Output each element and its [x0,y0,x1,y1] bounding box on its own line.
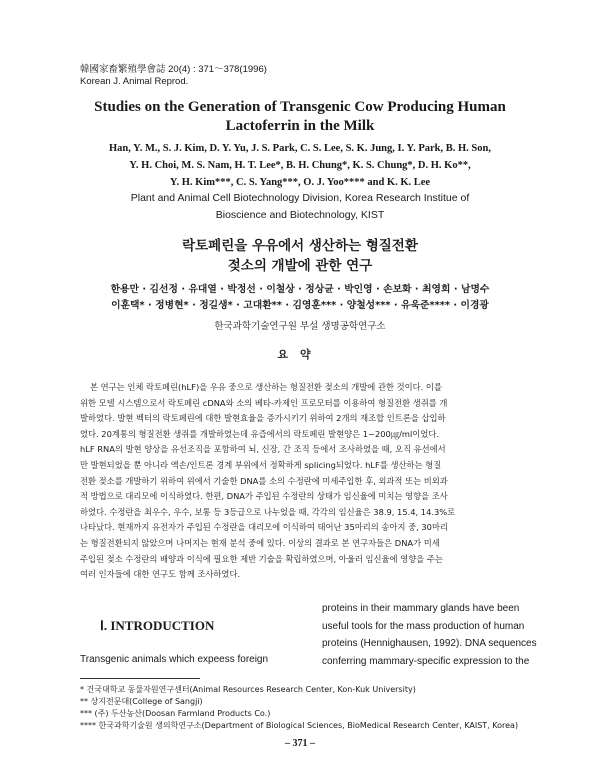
author-list [60,140,540,191]
abstract-line: hLF RNA의 발현 양상을 유선조직을 포함하여 뇌, 신장, 간 조직 등에서 조사하였을 때, 오직 유선에서 [80,444,446,455]
author-line-2: Y. H. Choi, M. S. Nam, H. T. Lee*, B. H. Chung*, K. S. Chung*, D. H. Ko**, [129,160,471,171]
abstract-line: 하였다. 수정란을 최우수, 우수, 보통 등 3등급으로 나누었을 때, 각각의 임신율은 38.9, 15.4, 14.3%로 [80,506,456,517]
korean-affiliation: 한국과학기술연구원 부설 생명공학연구소 [214,321,386,332]
abstract-line: 나타났다. 현재까지 유전자가 주입된 수정란을 대리모에 이식하여 태어난 35마리의 송아지 중, 30마리 [80,522,448,533]
abstract-line: 위한 모델 시스템으로서 락토페린 cDNA와 소의 베타-카제인 프로모터를 이용하여 형질전환 생쥐를 개 [80,397,448,408]
paper-title [60,98,540,136]
paper-title-line-2: Lactoferrin in the Milk [225,118,375,134]
journal-line-korean: 韓國家畜繁殖學會誌 20(4) : 371～378(1996) [80,64,267,75]
abstract-line: 여러 인자들에 대한 연구도 함께 조사하였다. [80,569,241,580]
footnote-item: **** 한국과학기술원 생의학연구소(Department of Biological Sciences, BioMedical Research Center, KAIST, Korea) [80,721,519,730]
affiliation-line-2: Bioscience and Biotechnology, KIST [215,209,385,221]
journal-citation [80,64,267,88]
abstract-body [80,380,522,583]
introduction-right-line: useful tools for the mass production of human [322,620,525,632]
author-line-3: Y. H. Kim***, C. S. Yang***, O. J. Yoo**** and K. K. Lee [169,177,431,188]
abstract-line: 적 방법으로 대리모에 이식하였다. 한편, DNA가 주입된 수정란의 상태가 임신율에 미치는 영향을 조사 [80,491,448,502]
abstract-line: 발하였다. 발현 벡터의 락토페린에 대한 발현효율을 증가시키기 위하여 2개의 재조합 인트론을 삽입하 [80,413,446,424]
introduction-right-line: conferring mammary-specific expression to the [322,655,530,667]
footnote-item: *** (주) 두산농산(Doosan Farmland Products Co.) [80,709,271,718]
footnote-item: ** 상지전문대(College of Sangji) [80,697,203,706]
footnotes [80,684,518,732]
abstract-line: 전환 젖소를 개발하기 위하여 위에서 기술한 DNA를 소의 수정란에 미세주입한 후, 외과적 또는 비외과 [80,475,448,486]
abstract-line: 만 발현되었을 뿐 아니라 엑손/인트론 경계 부위에서 정확하게 splicing되었다. hLF를 생산하는 형질 [80,459,442,470]
abstract-line: 였다. 20계통의 형질전환 생쥐를 개발하였는데 유즙에서의 락토페린 발현양은 1~200㎍/ml이었다. [80,428,439,439]
abstract-line: 는 형질전환되지 않았으며 나머지는 현재 분석 중에 있다. 이상의 결과로 본 연구자들은 DNA가 미세 [80,537,440,548]
korean-author-list [60,282,540,314]
abstract-line: 본 연구는 인체 락토페린(hLF)을 우유 중으로 생산하는 형질전환 젖소의 개발에 관한 것이다. 이를 [90,382,442,392]
korean-title-line-1: 락토페린을 우유에서 생산하는 형질전환 [182,238,418,254]
korean-author-line-2: 이훈택* · 정병현* · 정길생* · 고대환** · 김영훈*** · 양철성*** · 유욱준**** · 이경광 [111,300,489,311]
journal-line-english: Korean J. Animal Reprod. [80,76,189,87]
abstract-line: 주입된 젖소 수정란의 배양과 이식에 필요한 제반 기술을 확립하였으며, 아울러 임신율에 영향을 주는 [80,553,443,564]
introduction-right-line: proteins (Hennighausen, 1992). DNA sequences [322,638,537,649]
introduction-heading: Ⅰ. INTRODUCTION [100,618,215,633]
page-number: – 371 – [285,738,315,749]
korean-title [60,236,540,276]
abstract-heading: 요약 [277,348,323,361]
affiliation-line-1: Plant and Animal Cell Biotechnology Division, Korea Research Institue of [130,192,470,204]
korean-title-line-2: 젖소의 개발에 관한 연구 [227,258,373,274]
affiliation [60,190,540,224]
footnote-item: * 건국대학교 동물자원연구센터(Animal Resources Research Center, Kon-Kuk University) [80,685,416,694]
korean-author-line-1: 한용만 · 김선정 · 유대열 · 박정선 · 이철상 · 정상균 · 박인영 · 손보화 · 최영희 · 남명수 [110,284,490,295]
footnote-divider [80,678,200,679]
introduction-left-column: Transgenic animals which expeess foreign [80,654,269,665]
author-line-1: Han, Y. M., S. J. Kim, D. Y. Yu, J. S. Park, C. S. Lee, S. K. Jung, I. Y. Park, B. H. Son, [109,143,491,154]
paper-title-line-1: Studies on the Generation of Transgenic Cow Producing Human [94,99,506,115]
introduction-right-column [322,600,537,670]
introduction-right-line: proteins in their mammary glands have been [322,603,520,614]
